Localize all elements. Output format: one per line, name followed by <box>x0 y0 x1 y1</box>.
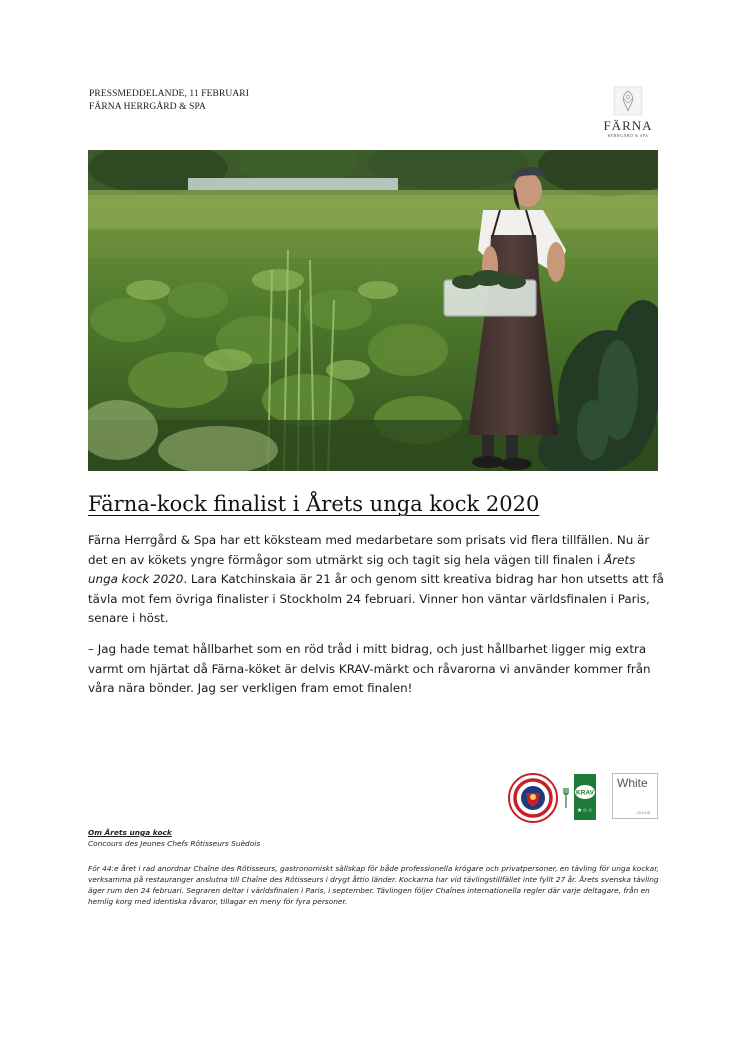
white-guide-label: GUIDE <box>636 810 651 815</box>
farna-logo <box>599 86 657 146</box>
competition-name: Årets unga kock 2020 <box>88 552 636 586</box>
press-release-sender: FÄRNA HERRGÅRD & SPA <box>89 102 207 112</box>
brand-name: FÄRNA <box>603 118 653 133</box>
white-guide-badge <box>612 773 658 819</box>
intro-text-end: . Lara Katchinskaia är 21 år och genom sitt kreativa bidrag har hon utsetts att få tävla mot fem övriga finalister i Stockholm 24 februari. Vinner hon väntar världsfinalen i Paris, senare i höst. <box>88 572 664 625</box>
krav-label-icon <box>563 774 607 820</box>
press-release-date: PRESSMEDDELANDE, 11 FEBRUARI <box>89 89 250 99</box>
krav-text: KRAV <box>576 789 594 797</box>
press-release-header <box>89 88 249 114</box>
farna-crest-icon <box>613 86 643 116</box>
intro-paragraph <box>88 531 668 629</box>
svg-text:★☆☆: ★☆☆ <box>576 807 594 814</box>
quote-paragraph: – Jag hade temat hållbarhet som en röd tråd i mitt bidrag, och just hållbarhet ligger mig extra varmt om hjärtat då Färna-köket är delvis KRAV-märkt och råvarorna vi använder kommer från våra nära bönder. Jag ser verkligen fram emot finalen! <box>88 642 651 695</box>
headline: Färna-kock finalist i Årets unga kock 2020 <box>88 492 540 516</box>
intro-text-start: Färna Herrgård & Spa har ett köksteam med medarbetare som prisats vid flera tillfällen. Nu är det en av kökets yngre förmågor som utmärkt sig och tagit sig hela vägen till finalen i <box>88 533 650 567</box>
about-body: För 44:e året i rad anordnar Chaîne des Rôtisseurs, gastronomiskt sällskap för både professionella krögare och privatpersoner, en tävling för unga kockar, verksamma på restauranger anslutna till Chaîne des Rôtisseurs i drygt åttio länder. Kockarna har vid tävlingstillfället inte fyllt 27 år. Årets svenska tävling äger rum den 24 februari. Segraren deltar i världsfinalen i Paris, i september. Tävlingen följer Chaînes internationella regler där varje deltagare, från en hemlig korg med identiska råvaror, tillagar en meny för fyra personer. <box>88 864 659 906</box>
photo-chef-in-garden-icon <box>88 150 658 471</box>
about-title: Om Årets unga kock <box>88 828 172 837</box>
brand-subtitle: HERRGÅRD & SPA <box>607 133 649 138</box>
hero-photo <box>88 150 658 471</box>
about-section <box>88 827 668 907</box>
white-guide-word: White <box>617 776 648 790</box>
chaine-des-rotisseurs-seal-icon <box>508 773 558 823</box>
about-subtitle: Concours des Jeunes Chefs Rôtisseurs Suèdois <box>88 839 261 848</box>
